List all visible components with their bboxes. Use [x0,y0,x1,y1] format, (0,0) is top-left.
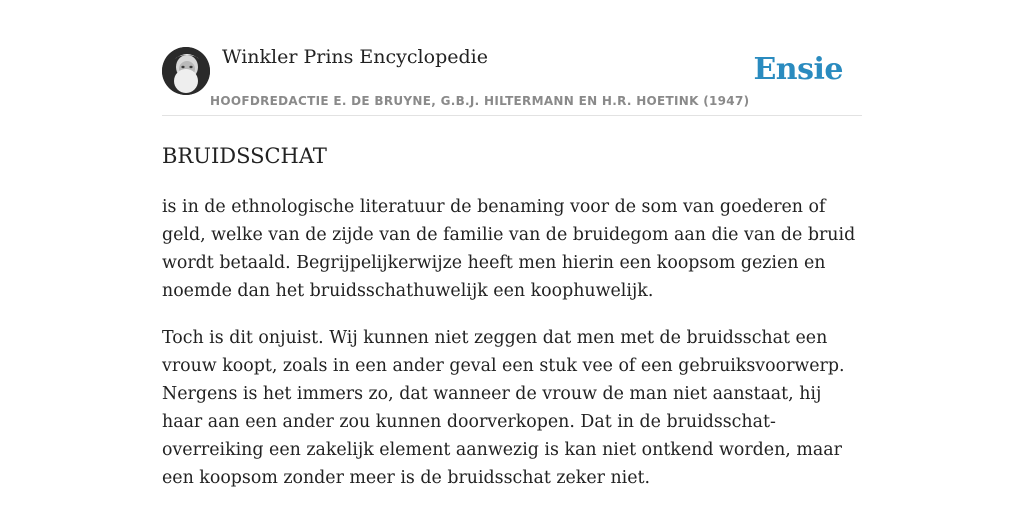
header [162,0,862,116]
brand-logo[interactable]: Ensie [753,52,843,87]
editorial-credits: HOOFDREDACTIE E. DE BRUYNE, G.B.J. HILTERMANN EN H.R. HOETINK (1947) [210,94,750,108]
article-paragraph: is in de ethnologische literatuur de benaming voor de som van goederen of geld, welke van de zijde van de familie van de bruidegom aan die van de bruid wordt betaald. Begrijpelijkerwijze heeft men hierin een koopsom gezien en noemde dan het bruidsschathuwelijk een koophuwelijk. [162,197,856,301]
encyclopedia-title[interactable]: Winkler Prins Encyclopedie [222,46,488,68]
bearded-man-portrait-icon [162,47,210,95]
article-paragraph: Toch is dit onjuist. Wij kunnen niet zeggen dat men met de bruidsschat een vrouw koopt, zoals in een ander geval een stuk vee of een gebruiksvoorwerp. Nergens is het immers zo, dat wanneer de vrouw de man niet aanstaat, hij haar aan een ander zou kunnen doorverkopen. Dat in de bruidsschat-overreiking een zakelijk element aanwezig is kan niet ontkend worden, maar een koopsom zonder meer is de bruidsschat zeker niet. [162,328,845,488]
article-headword: BRUIDSSCHAT [162,144,327,168]
avatar[interactable] [162,47,210,95]
page [162,0,862,492]
